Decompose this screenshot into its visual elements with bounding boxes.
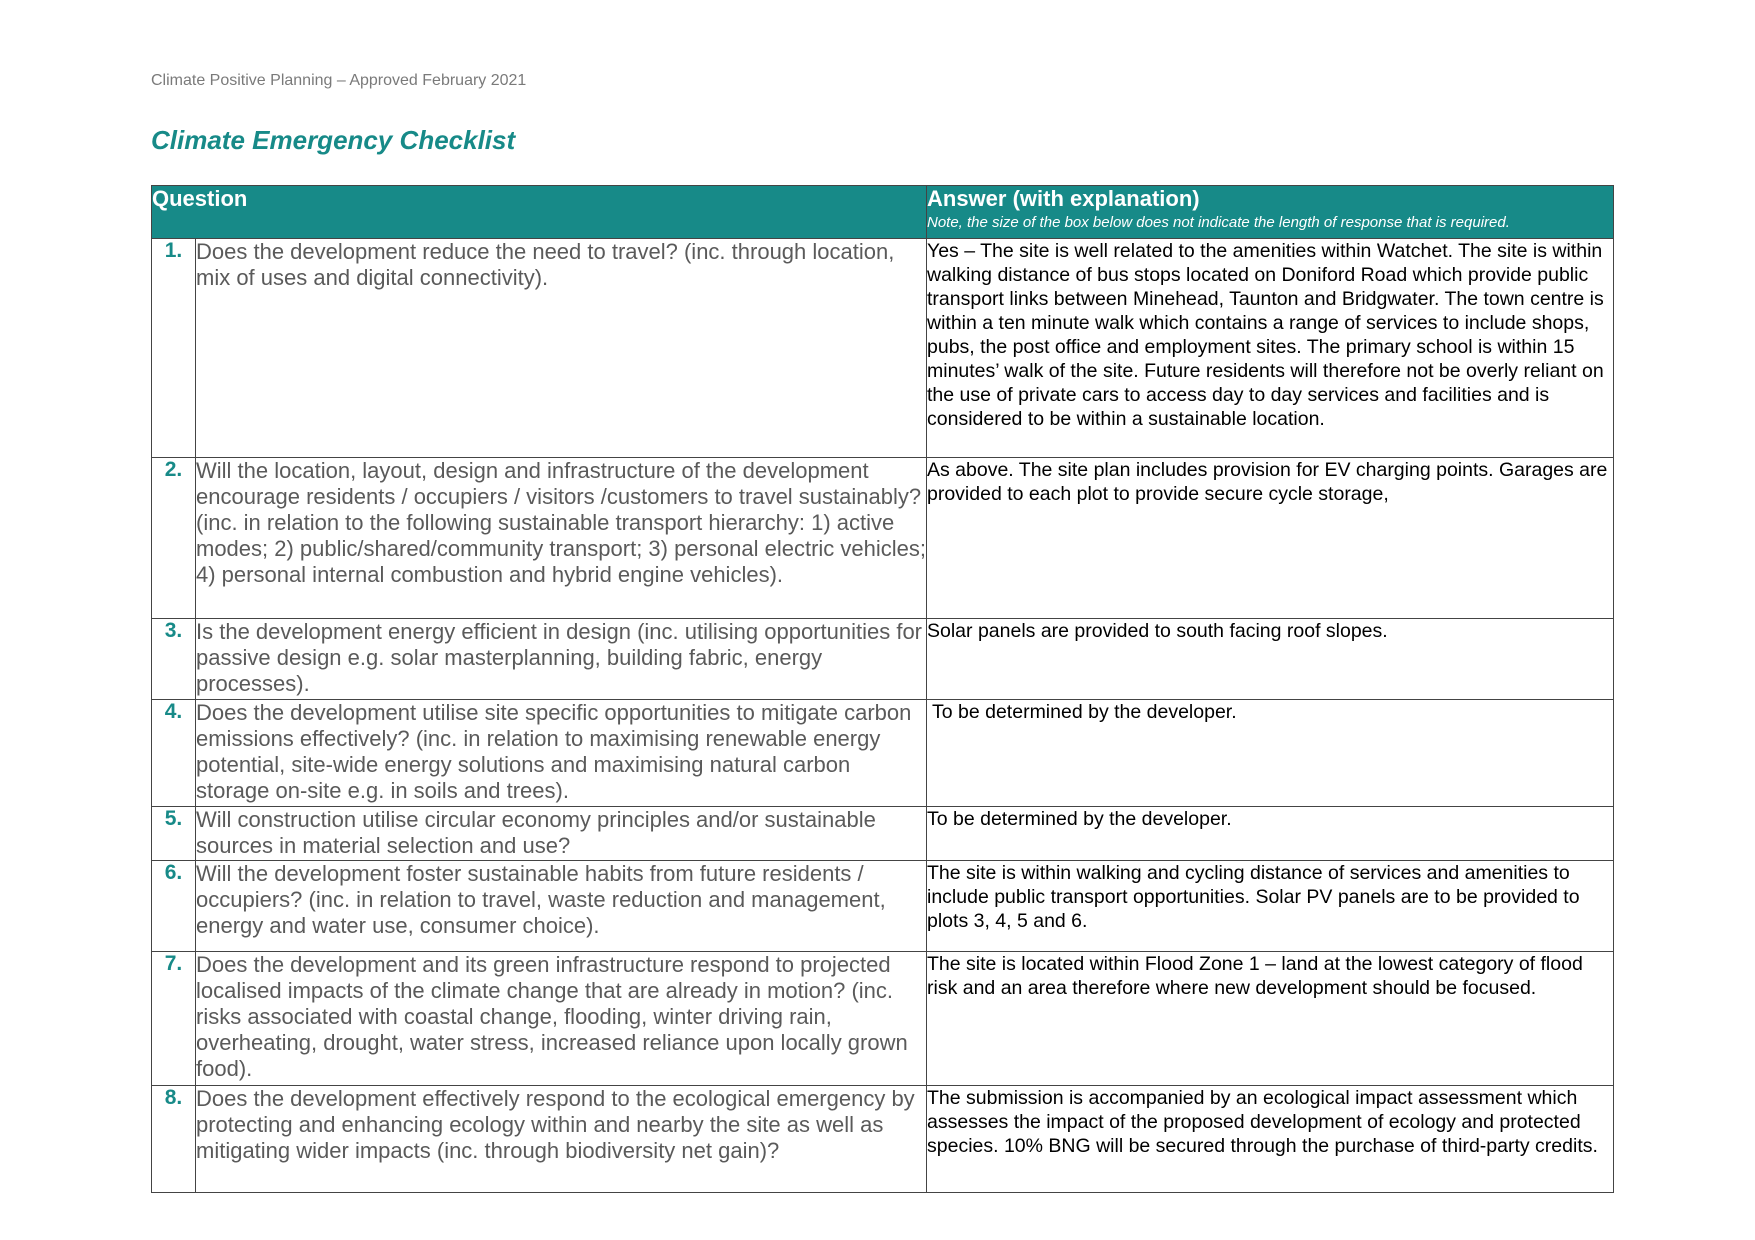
running-header: Climate Positive Planning – Approved February 2021 bbox=[151, 72, 527, 89]
answer-text: To be determined by the developer. bbox=[927, 807, 1614, 861]
question-text: Does the development utilise site specific opportunities to mitigate carbon emissions effectively? (inc. in relation to maximising renewable energy potential, site-wide energy solutions and maximising natural carbon storage on-site e.g. in soils and trees). bbox=[196, 700, 927, 807]
answer-text: Solar panels are provided to south facing roof slopes. bbox=[927, 619, 1614, 700]
page-title: Climate Emergency Checklist bbox=[151, 125, 516, 155]
row-number: 3. bbox=[152, 619, 196, 700]
row-number: 1. bbox=[152, 239, 196, 458]
answer-text: Yes – The site is well related to the amenities within Watchet. The site is within walking distance of bus stops located on Doniford Road which provide public transport links between Minehead, Taunton and Bridgwater. The town centre is within a ten minute walk which contains a range of services to include shops, pubs, the post office and employment sites. The primary school is within 15 minutes’ walk of the site. Future residents will therefore not be overly reliant on the use of private cars to access day to day services and facilities and is considered to be within a sustainable location. bbox=[927, 239, 1614, 458]
question-text: Will the development foster sustainable habits from future residents / occupiers? (inc. in relation to travel, waste reduction and management, energy and water use, consumer choice). bbox=[196, 861, 927, 952]
answer-header-note: Note, the size of the box below does not indicate the length of response that is required. bbox=[927, 214, 1510, 231]
table-row bbox=[152, 1086, 1614, 1193]
row-number: 6. bbox=[152, 861, 196, 952]
question-text: Will construction utilise circular economy principles and/or sustainable sources in material selection and use? bbox=[196, 807, 927, 861]
table-row bbox=[152, 619, 1614, 700]
table-row bbox=[152, 700, 1614, 807]
answer-text: As above. The site plan includes provision for EV charging points. Garages are provided to each plot to provide secure cycle storage, bbox=[927, 458, 1614, 619]
table-row bbox=[152, 861, 1614, 952]
question-text: Does the development and its green infrastructure respond to projected localised impacts of the climate change that are already in motion? (inc. risks associated with coastal change, flooding, winter driving rain, overheating, drought, water stress, increased reliance upon locally grown food). bbox=[196, 952, 927, 1086]
table-header-row bbox=[152, 186, 1614, 239]
question-text: Does the development reduce the need to travel? (inc. through location, mix of uses and digital connectivity). bbox=[196, 239, 927, 458]
answer-header-title: Answer (with explanation) bbox=[927, 186, 1200, 211]
row-number: 7. bbox=[152, 952, 196, 1086]
question-text: Is the development energy efficient in design (inc. utilising opportunities for passive design e.g. solar masterplanning, building fabric, energy processes). bbox=[196, 619, 927, 700]
row-number: 2. bbox=[152, 458, 196, 619]
answer-text: The site is located within Flood Zone 1 – land at the lowest category of flood risk and an area therefore where new development should be focused. bbox=[927, 952, 1614, 1086]
question-text: Does the development effectively respond to the ecological emergency by protecting and enhancing ecology within and nearby the site as well as mitigating wider impacts (inc. through biodiversity net gain)? bbox=[196, 1086, 927, 1193]
checklist-table bbox=[151, 185, 1614, 1193]
row-number: 4. bbox=[152, 700, 196, 807]
table-row bbox=[152, 807, 1614, 861]
table-row bbox=[152, 952, 1614, 1086]
row-number: 8. bbox=[152, 1086, 196, 1193]
answer-text: The site is within walking and cycling distance of services and amenities to include public transport opportunities. Solar PV panels are to be provided to plots 3, 4, 5 and 6. bbox=[927, 861, 1614, 952]
row-number: 5. bbox=[152, 807, 196, 861]
answer-column-header bbox=[927, 186, 1614, 239]
question-text: Will the location, layout, design and infrastructure of the development encourage residents / occupiers / visitors /customers to travel sustainably? (inc. in relation to the following sustainable transport hierarchy: 1) active modes; 2) public/shared/community transport; 3) personal electric vehicles; 4) personal internal combustion and hybrid engine vehicles). bbox=[196, 458, 927, 619]
question-column-header: Question bbox=[152, 186, 927, 239]
answer-text: The submission is accompanied by an ecological impact assessment which assesses the impact of the proposed development of ecology and protected species. 10% BNG will be secured through the purchase of third-party credits. bbox=[927, 1086, 1614, 1193]
table-row bbox=[152, 458, 1614, 619]
table-row bbox=[152, 239, 1614, 458]
answer-text: To be determined by the developer. bbox=[927, 700, 1614, 807]
